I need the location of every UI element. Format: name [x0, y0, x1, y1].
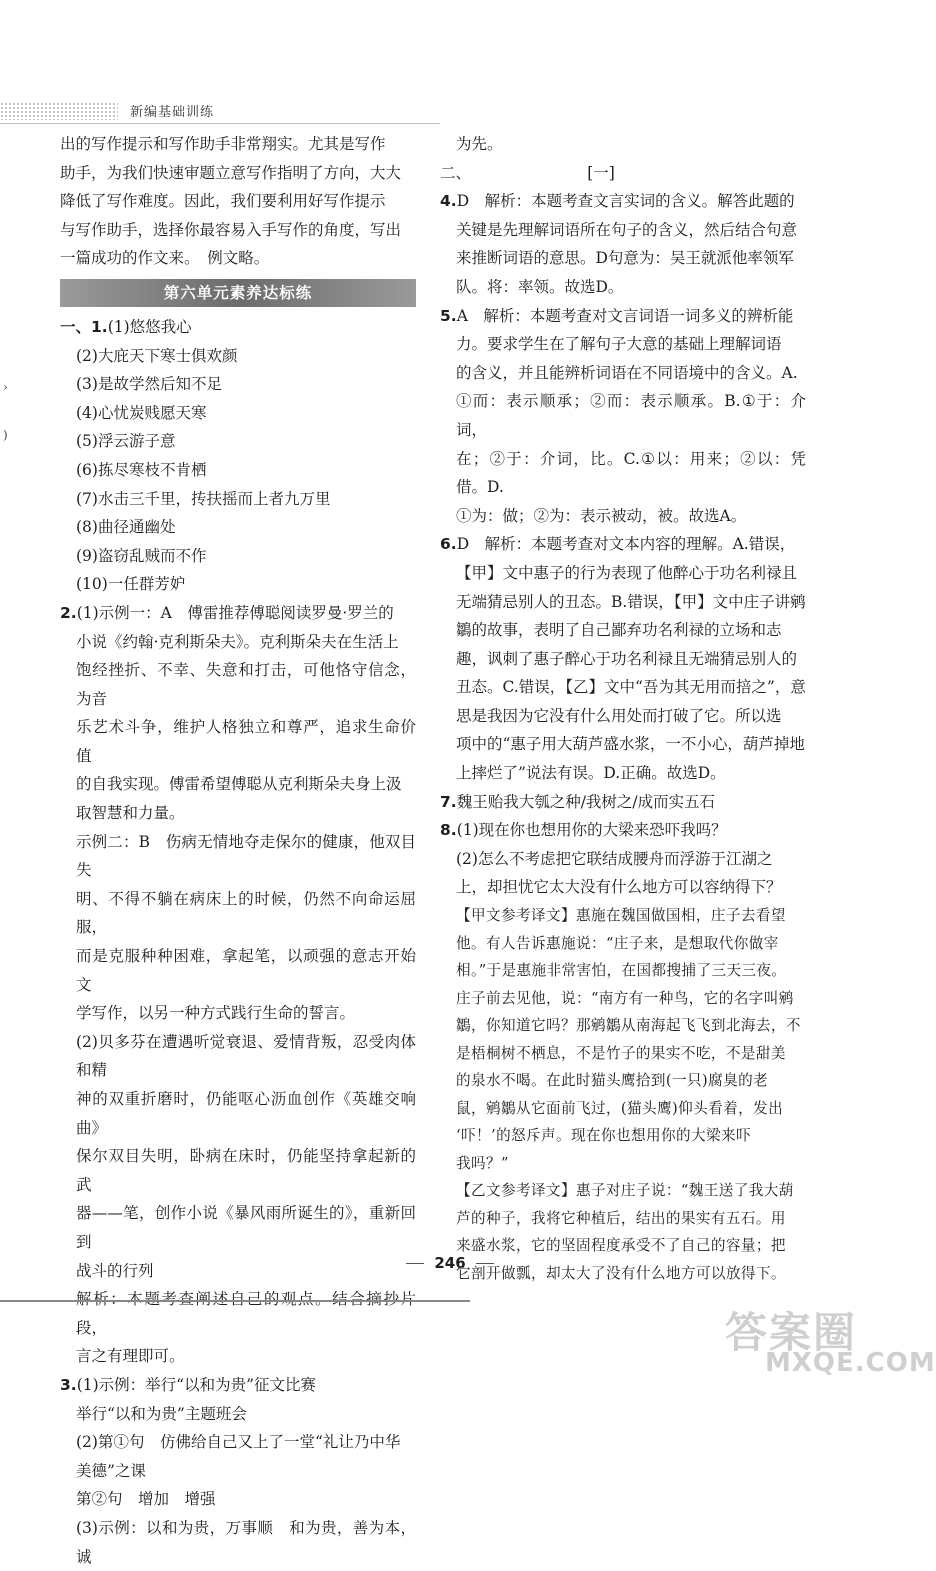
text-line [440, 588, 806, 617]
line-text: (9)盗窃乱贼而不作 [76, 546, 207, 565]
text-line [60, 942, 416, 999]
line-text: (4)心忧炭贱愿天寒 [76, 403, 207, 422]
line-text: (5)浮云游子意 [76, 432, 176, 451]
text-line [440, 985, 806, 1013]
text-line [60, 1457, 416, 1486]
question-number: 3. [60, 1375, 77, 1394]
text-line [440, 1205, 806, 1233]
text-line [440, 530, 806, 559]
text-line [60, 1028, 416, 1085]
text-line [440, 1150, 806, 1178]
line-text: 取智慧和力量。 [76, 804, 185, 823]
text-line [440, 930, 806, 958]
watermark-text: 答案圈 [725, 1308, 858, 1357]
text-line [60, 427, 416, 456]
header-title: 新编基础训练 [130, 105, 215, 120]
text-line [60, 342, 416, 371]
line-text: 队。将：率领。故选D。 [456, 277, 624, 296]
text-line [60, 244, 416, 273]
watermark-logo [725, 1300, 936, 1380]
section-banner: 第六单元素养达标练 [60, 279, 416, 307]
line-text: 的自我实现。傅雷希望傅聪从克利斯朵夫身上汲 [76, 775, 402, 794]
right-column [440, 130, 806, 1287]
line-text: ①为：做；②为：表示被动，被。故选A。 [456, 506, 747, 525]
line-text: 乐艺术斗争，维护人格独立和尊严，追求生命价值 [76, 718, 416, 765]
text-line [60, 1085, 416, 1142]
line-text: (1)悠悠我心 [107, 317, 192, 336]
question-number: 7. [440, 792, 457, 811]
bottom-rule [0, 1300, 470, 1302]
line-text: 为先。 [456, 135, 503, 153]
text-line [60, 828, 416, 885]
question-number: 一、1. [60, 317, 108, 336]
line-text: 【甲文参考译文】惠施在魏国做国相，庄子去看望 [456, 907, 786, 925]
text-line [440, 702, 806, 731]
line-text: 【甲】文中惠子的行为表现了他醉心于功名利禄且 [456, 563, 798, 582]
question-number: 5. [440, 306, 457, 325]
text-line [440, 1095, 806, 1123]
line-text: 【乙文参考译文】惠子对庄子说：“魏王送了我大葫 [456, 1182, 794, 1200]
line-text: 的泉水不喝。在此时猫头鹰拾到(一只)腐臭的老 [456, 1072, 769, 1090]
line-text: (8)曲径通幽处 [76, 518, 176, 537]
text-line [440, 873, 806, 902]
line-text: 神的双重折磨时，仍能呕心沥血创作《英雄交响曲》 [76, 1090, 416, 1137]
line-text: 来推断词语的意思。D句意为：吴王就派他率领军 [456, 249, 794, 268]
line-text: (3)示例：以和为贵，万事顺 和为贵，善为本，诚 [76, 1518, 416, 1566]
left-column [60, 130, 416, 1571]
line-text: 庄子前去见他，说：“南方有一种鸟，它的名字叫鹓 [456, 989, 794, 1007]
line-text: (2)怎么不考虑把它联结成腰舟而浮游于江湖之 [456, 849, 773, 868]
line-text: 我吗？” [456, 1154, 509, 1172]
text-line [60, 656, 416, 713]
question-number: 8. [440, 821, 457, 840]
line-text: D 解析：本题考查文言实词的含义。解答此题的 [456, 192, 795, 211]
line-text: 示例二：B 伤病无情地夺走保尔的健康，他双目失 [76, 832, 416, 880]
text-line [440, 788, 806, 817]
line-text: 一篇成功的作文来。 例文略。 [60, 249, 270, 268]
line-text: 小说《约翰·克利斯朵夫》。克利斯朵夫在生活上 [76, 632, 399, 651]
text-line [440, 1067, 806, 1095]
text-line [60, 513, 416, 542]
line-text: ‘吓！’的怒斥声。现在你也想用你的大梁来吓 [456, 1127, 751, 1145]
line-text: 鼠，鹓鶵从它面前飞过，(猫头鹰)仰头看着，发出 [456, 1099, 784, 1117]
line-text: 丑态。C.错误，【乙】文中“吾为其无用而掊之”，意 [456, 678, 806, 697]
line-text: 他。有人告诉惠施说：“庄子来，是想取代你做宰 [456, 934, 779, 952]
margin-mark: › [3, 380, 8, 394]
question-number: 6. [440, 535, 457, 554]
line-text: 美德”之课 [76, 1461, 146, 1480]
text-line [60, 370, 416, 399]
line-text: 相。”于是惠施非常害怕，在国都搜捕了三天三夜。 [456, 962, 787, 980]
text-line [60, 1142, 416, 1199]
page-number-text: 246 [434, 1254, 466, 1272]
header-dot-pattern [0, 102, 118, 120]
line-text: 举行“以和为贵”主题班会 [76, 1404, 247, 1423]
line-text: (2)大庇天下寒士俱欢颜 [76, 346, 238, 365]
line-text: (2)贝多芬在遭遇听觉衰退、爱情背叛，忍受肉体和精 [76, 1032, 416, 1080]
line-text: 趣，讽刺了惠子醉心于功名利禄且无端猜忌别人的 [456, 649, 798, 668]
text-line [60, 885, 416, 942]
text-line [440, 816, 806, 845]
text-line [440, 1012, 806, 1040]
text-line [440, 645, 806, 674]
text-line [60, 999, 416, 1028]
line-text: (6)拣尽寒枝不肯栖 [76, 460, 207, 479]
page-number [0, 1254, 900, 1272]
header-rule [0, 123, 440, 124]
text-line [60, 1514, 416, 1571]
question-number: 2. [60, 603, 77, 622]
line-text: 战斗的行列 [76, 1261, 154, 1280]
text-line [440, 1040, 806, 1068]
line-text: 来盛水浆，它的坚固程度承受不了自己的容量；把 [456, 1237, 786, 1255]
text-line [440, 1177, 806, 1205]
line-text: 助手，为我们快速审题立意写作指明了方向，大大 [60, 163, 402, 182]
text-line [60, 1485, 416, 1514]
text-line [60, 216, 416, 245]
text-line [60, 1199, 416, 1256]
text-line [440, 559, 806, 588]
line-text: 关键是先理解词语所在句子的含义，然后结合句意 [456, 220, 798, 239]
text-line [60, 713, 416, 770]
text-line [60, 130, 416, 159]
text-line [440, 957, 806, 985]
text-line [440, 187, 806, 216]
margin-mark: ) [3, 428, 8, 442]
text-line [60, 399, 416, 428]
text-line [60, 770, 416, 799]
line-text: 魏王贻我大瓠之种/我树之/成而实五石 [456, 792, 716, 811]
line-text: (3)是故学然后知不足 [76, 375, 222, 394]
line-text: 它剖开做瓢，却太大了没有什么地方可以放得下。 [456, 1264, 786, 1282]
text-line [440, 730, 806, 759]
text-line [60, 456, 416, 485]
text-line [60, 599, 416, 628]
watermark-url: MXQE.COM [765, 1348, 936, 1378]
line-text: 鶵，你知道它吗？那鹓鶵从南海起飞飞到北海去，不 [456, 1017, 801, 1035]
line-text: (7)水击三千里，抟扶摇而上者九万里 [76, 489, 331, 508]
text-line [60, 542, 416, 571]
line-text: 上，却担忧它太大没有什么地方可以容纳得下？ [456, 878, 782, 897]
text-line [60, 628, 416, 657]
line-text: 思是我因为它没有什么用处而打破了它。所以选 [456, 706, 782, 725]
page-header [0, 98, 900, 124]
line-text: 项中的“惠子用大葫芦盛水浆，一不小心，葫芦掉地 [456, 735, 805, 754]
line-text: 芦的种子，我将它种植后，结出的果实有五石。用 [456, 1209, 786, 1227]
text-line [60, 187, 416, 216]
line-text: 言之有理即可。 [76, 1347, 185, 1366]
line-text: 段， [76, 1318, 108, 1337]
text-line [440, 159, 806, 188]
line-text: 而是克服种种困难，拿起笔，以顽强的意志开始文 [76, 947, 416, 994]
text-line [60, 1342, 416, 1371]
text-line [440, 1122, 806, 1150]
text-line [440, 244, 806, 273]
line-text: 上摔烂了”说法有误。D.正确。故选D。 [456, 764, 726, 783]
line-text: (10)一任群芳妒 [76, 575, 186, 594]
text-line [440, 302, 806, 331]
line-text: 是梧桐树不栖息，不是竹子的果实不吃，不是甜美 [456, 1044, 786, 1062]
text-line [440, 273, 806, 302]
text-line [60, 159, 416, 188]
line-text: D 解析：本题考查对文本内容的理解。A.错误， [456, 535, 796, 554]
line-text: 二、 [一] [440, 163, 615, 182]
line-text: 的含义，并且能辨析词语在不同语境中的含义。A. [456, 363, 798, 382]
text-line [440, 673, 806, 702]
text-line [60, 485, 416, 514]
text-line [440, 845, 806, 874]
text-line [60, 1428, 416, 1457]
line-text: 明、不得不躺在病床上的时候，仍然不向命运屈服， [76, 889, 416, 937]
text-line [440, 330, 806, 359]
line-text: 出的写作提示和写作助手非常翔实。尤其是写作 [60, 135, 386, 153]
text-line [440, 387, 806, 444]
question-number: 4. [440, 192, 457, 211]
line-text: 力。要求学生在了解句子大意的基础上理解词语 [456, 335, 782, 354]
line-text: (2)第①句 仿佛给自己又上了一堂“礼让乃中华 [76, 1433, 401, 1452]
text-line [60, 313, 416, 342]
line-text: (1)现在你也想用你的大梁来恐吓我吗？ [456, 821, 727, 840]
text-line [60, 1400, 416, 1429]
text-line [440, 616, 806, 645]
text-line [440, 759, 806, 788]
line-text: (1)示例：举行“以和为贵”征文比赛 [76, 1375, 316, 1394]
text-line [440, 130, 806, 159]
text-line [60, 570, 416, 599]
line-text: 与写作助手，选择你最容易入手写作的角度，写出 [60, 220, 402, 239]
line-text: 学写作，以另一种方式践行生命的誓言。 [76, 1004, 356, 1023]
line-text: A 解析：本题考查对文言词语一词多义的辨析能 [456, 306, 794, 325]
line-text: 鶵的故事，表明了自己鄙弃功名利禄的立场和志 [456, 621, 782, 640]
text-line [440, 216, 806, 245]
line-text: 饱经挫折、不幸、失意和打击，可他恪守信念，为音 [76, 661, 416, 708]
line-text: 保尔双目失明，卧病在床时，仍能坚持拿起新的武 [76, 1147, 416, 1194]
text-line [440, 359, 806, 388]
text-line [60, 1285, 416, 1342]
line-text: 器——笔，创作小说《暴风雨所诞生的》，重新回到 [76, 1204, 416, 1251]
line-text: (1)示例一：A 傅雷推荐傅聪阅读罗曼·罗兰的 [76, 603, 394, 622]
text-line [440, 445, 806, 502]
text-line [60, 1371, 416, 1400]
text-line [440, 902, 806, 930]
line-text: 无端猜忌别人的丑态。B.错误，【甲】文中庄子讲鹓 [456, 592, 806, 611]
line-text: ①而：表示顺承；②而：表示顺承。B.①于：介词， [456, 392, 806, 439]
line-text: 在；②于：介词，比。C.①以：用来；②以：凭借。D. [456, 449, 806, 497]
line-text: 降低了写作难度。因此，我们要利用好写作提示 [60, 192, 386, 211]
line-text: 第②句 增加 增强 [76, 1490, 216, 1509]
text-line [440, 502, 806, 531]
text-line [60, 799, 416, 828]
